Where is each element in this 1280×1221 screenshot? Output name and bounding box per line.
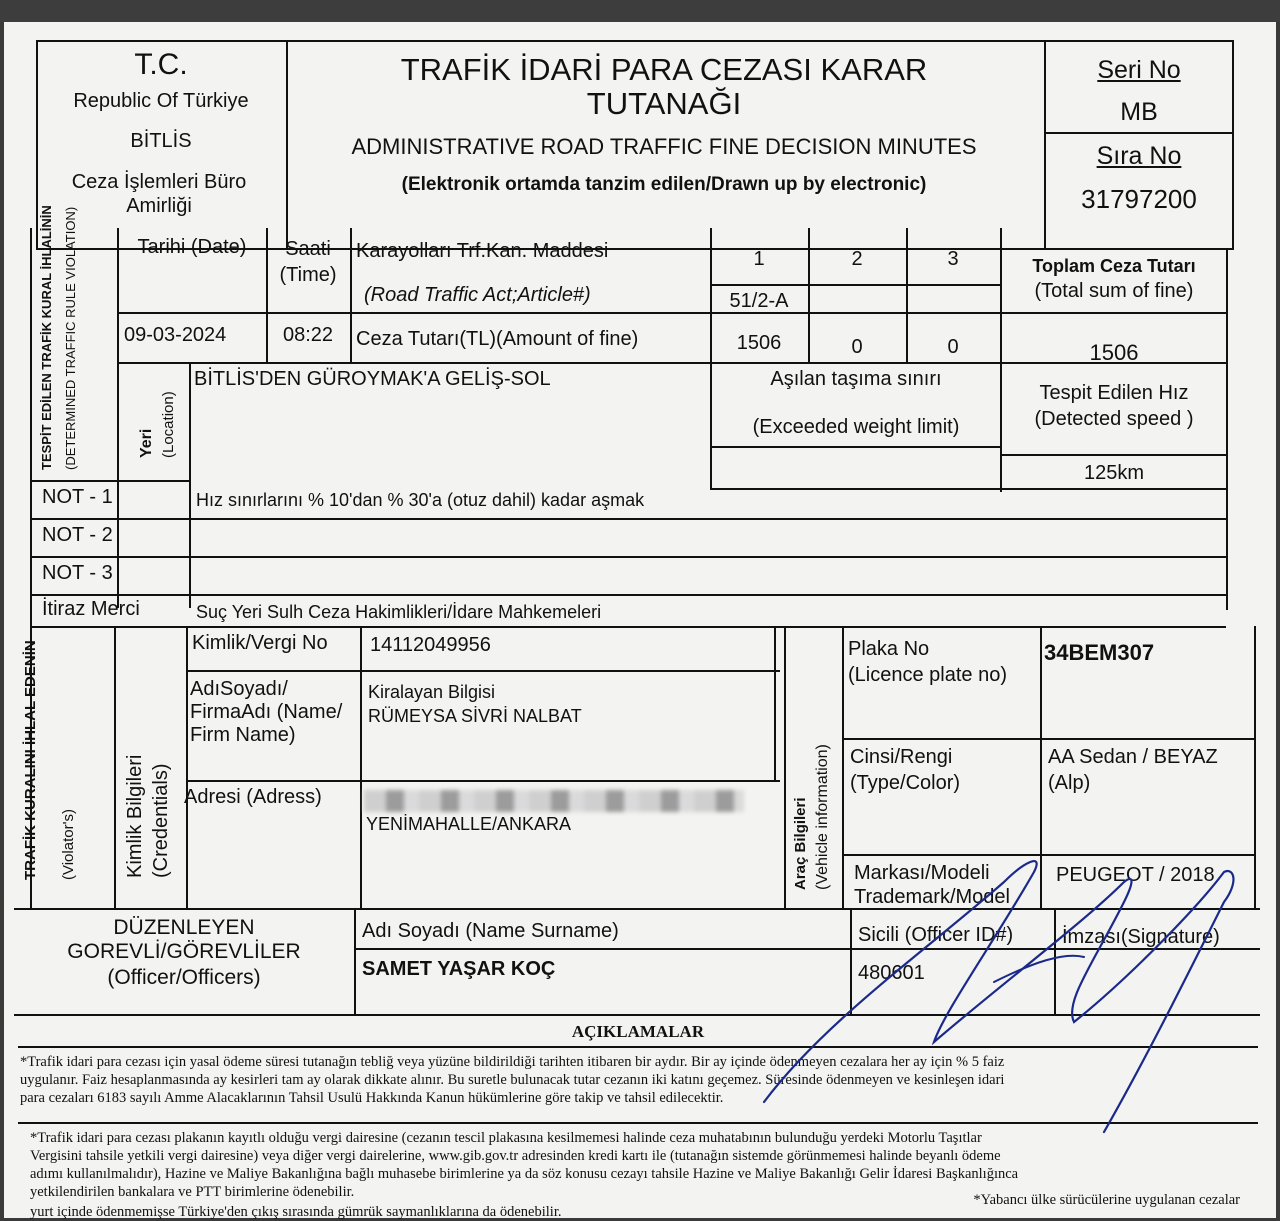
explanation-p2-line3: adımı kullanılmalıdır), Hazine ve Maliye Bakanlığına bağlı muhasebe birimlerine ya da söz konusu cezayı tahsile Hazine ve Maliye Bakanlığı Gelir İdaresi Başkanlığınca (30, 1166, 1019, 1182)
type-label: Cinsi/Rengi (850, 746, 953, 768)
type-value-2: (Alp) (1048, 772, 1091, 794)
top-bar (0, 0, 1280, 22)
explanation-p1-line1: *Trafik idari para cezası için yasal ödeme süresi tutanağın tebliğ veya yüzüne bildirildiği tarihten itibaren bir aydır. Bir ay içinde ödenmeyen cezalara her ay için % 5 faiz (20, 1054, 1005, 1070)
name-note: Kiralayan Bilgisi (368, 682, 496, 702)
officer-sicil-value: 480601 (858, 962, 925, 984)
speed-label: Tespit Edilen Hız (1039, 382, 1189, 404)
explanation-p2-line2: Vergisini tahsile yetkili vergi dairesine) veya diğer vergi dairelerine, www.gib.gov.tr adresinden kredi kartı ile (tutanağın sistemde görünmemesi halinde beyanlı ödeme (30, 1148, 1001, 1164)
not1-value: Hız sınırlarını % 10'dan % 30'a (otuz dahil) kadar aşmak (196, 490, 645, 510)
not2-label: NOT - 2 (42, 524, 113, 546)
article-label-en: (Road Traffic Act;Article#) (364, 284, 591, 306)
officer-signature-label: İmzası(Signature) (1062, 926, 1220, 948)
total-label: Toplam Ceza Tutarı (1032, 256, 1196, 276)
itiraz-value: Suç Yeri Sulh Ceza Hakimlikleri/İdare Mahkemeleri (196, 602, 602, 622)
credentials-label-en: (Credentials) (150, 763, 172, 878)
location-value: BİTLİS'DEN GÜROYMAK'A GELİŞ-SOL (194, 368, 551, 390)
seri-label: Seri No (1097, 56, 1181, 84)
explanation-p1-line2: uygulanır. Faiz hesaplanmasında ay kesirleri tam ay olarak dikkate alınır. Bu suretle bulunacak tutar cezanın iki katını geçemez. Süresinde ödenmeyen ve kesinleşen idari (20, 1072, 1005, 1088)
seri-value: MB (1120, 98, 1158, 126)
name-value: RÜMEYSA SİVRİ NALBAT (368, 706, 582, 726)
office-label: Ceza İşlemleri Büro Amirliği (71, 171, 247, 217)
amount-label: Ceza Tutarı(TL)(Amount of fine) (356, 328, 639, 350)
article-label: Karayolları Trf.Kan. Maddesi (356, 240, 609, 262)
brand-label: Markası/Modeli (854, 862, 990, 884)
type-label-en: (Type/Color) (850, 772, 961, 794)
document-title-line2: TUTANAĞI (586, 86, 742, 121)
officer-label-2: GOREVLİ/GÖREVLİLER (67, 940, 301, 963)
vehicle-side-label-en: (Vehicle information) (814, 744, 831, 890)
total-label-en: (Total sum of fine) (1034, 280, 1194, 302)
plate-label-en: (Licence plate no) (848, 664, 1007, 686)
officer-name-value: SAMET YAŞAR KOÇ (362, 958, 556, 980)
explanation-p2-line5: *Yabancı ülke sürücülerine uygulanan cezalar (973, 1192, 1240, 1208)
city-label: BİTLİS (130, 130, 192, 152)
officer-label-en: (Officer/Officers) (107, 966, 261, 989)
violation-side-label: TESPİT EDİLEN TRAFİK KURAL İHLALİNİN (39, 205, 54, 470)
document-subtitle: ADMINISTRATIVE ROAD TRAFFIC FINE DECISION MINUTES (351, 134, 977, 159)
officer-signature (4, 22, 1276, 1218)
explanations-title: AÇIKLAMALAR (571, 1022, 705, 1041)
address-value: YENİMAHALLE/ANKARA (366, 814, 572, 834)
violator-side-label-en: (Violator's) (60, 809, 77, 880)
type-value: AA Sedan / BEYAZ (1048, 746, 1218, 768)
location-label: Yeri (138, 428, 155, 458)
not3-label: NOT - 3 (42, 562, 113, 584)
explanation-p2-line6: yurt içinde ödenmemişse Türkiye'den çıkış sırasında gümrük saymanlıklarına da ödenebilir. (30, 1204, 562, 1220)
plate-value: 34BEM307 (1044, 640, 1155, 665)
amount-2: 0 (851, 336, 863, 358)
document-subnote: (Elektronik ortamda tanzim edilen/Drawn up by electronic) (401, 174, 927, 195)
explanation-p2-line1: *Trafik idari para cezası plakanın kayıtlı olduğu vergi dairesine (cezanın tescil plakasına kesilmemesi halinde ceza muhatabının bulunduğu yerdeki Motorlu Taşıtlar (30, 1130, 982, 1146)
violator-side-label: TRAFİK KURALINI İHLAL EDENİN (22, 640, 39, 880)
speed-label-en: (Detected speed ) (1034, 408, 1194, 430)
officer-name-label: Adı Soyadı (Name Surname) (362, 920, 619, 942)
officer-label-1: DÜZENLEYEN (113, 916, 255, 939)
amount-1: 1506 (736, 332, 782, 354)
date-value: 09-03-2024 (124, 324, 227, 346)
time-label: Saati (Time) (279, 238, 337, 286)
violation-side-label-en: (DETERMINED TRAFFIC RULE VIOLATION) (63, 206, 78, 470)
republic-label: Republic Of Türkiye (73, 90, 249, 112)
sira-value: 31797200 (1081, 184, 1197, 214)
document-title: TRAFİK İDARİ PARA CEZASI KARAR (400, 52, 928, 87)
sira-label: Sıra No (1096, 142, 1182, 170)
location-label-en: (Location) (160, 391, 177, 458)
credentials-label: Kimlik Bilgileri (124, 754, 146, 878)
officer-sicil-label: Sicili (Officer ID#) (858, 924, 1014, 946)
address-label: Adresi (Adress) (184, 786, 322, 808)
weight-label: Aşılan taşıma sınırı (770, 368, 942, 390)
article-col-2: 2 (851, 248, 863, 270)
not1-label: NOT - 1 (42, 486, 113, 508)
amount-3: 0 (947, 336, 959, 358)
speed-value: 125km (1083, 462, 1145, 484)
weight-label-en: (Exceeded weight limit) (752, 416, 960, 438)
brand-value: PEUGEOT / 2018 (1056, 864, 1215, 886)
explanation-p1-line3: para cezaları 6183 sayılı Amme Alacaklarının Tahsil Usulü Hakkında Kanun hükümlerine göre takip ve tahsil edilecektir. (20, 1090, 724, 1106)
brand-label-en: Trademark/Model (854, 886, 1010, 908)
article-1-value: 51/2-A (729, 290, 789, 312)
name-label: AdıSoyadı/ FirmaAdı (Name/ Firm Name) (190, 678, 343, 746)
vehicle-side-label: Araç Bilgileri (792, 797, 809, 890)
article-col-3: 3 (947, 248, 959, 270)
tc-label: T.C. (134, 48, 188, 81)
fine-document (4, 22, 1276, 1218)
plate-label: Plaka No (848, 638, 930, 660)
total-value: 1506 (1089, 340, 1139, 365)
itiraz-label: İtiraz Merci (42, 598, 140, 620)
article-col-1: 1 (753, 248, 765, 270)
time-value: 08:22 (282, 324, 334, 346)
date-label: Tarihi (Date) (137, 236, 247, 258)
id-label: Kimlik/Vergi No (192, 632, 328, 654)
id-value: 14112049956 (370, 634, 491, 656)
explanation-p2-line4: yetkilendirilen bankalara ve PTT birimlerine ödenebilir. (30, 1184, 355, 1200)
